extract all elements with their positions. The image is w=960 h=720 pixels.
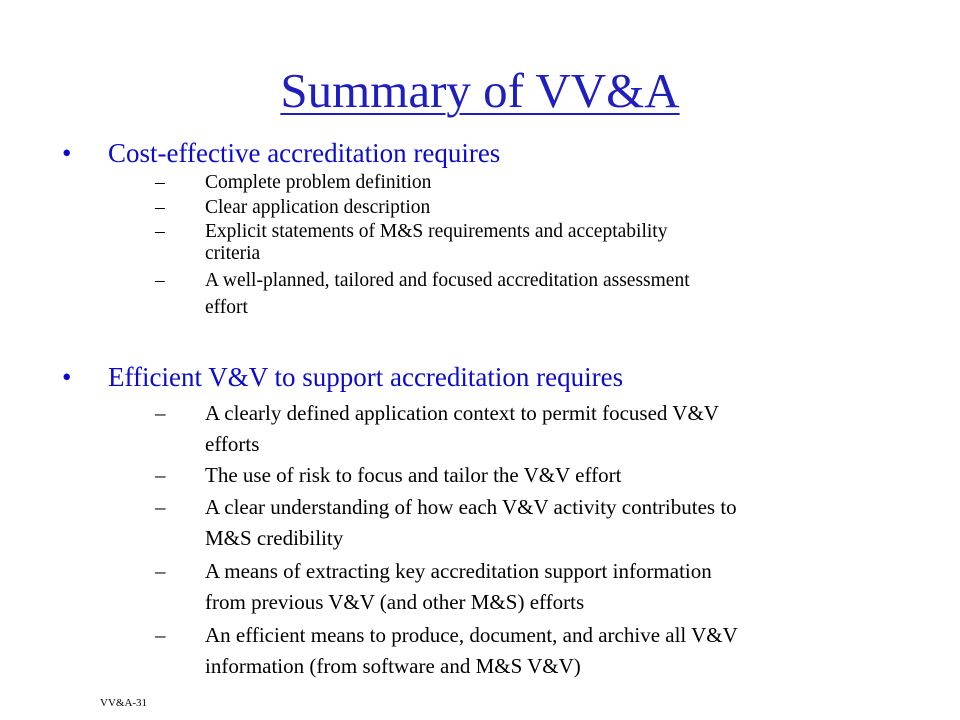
sub-item-text: A means of extracting key accreditation support information [205, 559, 712, 583]
bullet-label: Efficient V&V to support accreditation requires [108, 362, 624, 392]
dash-marker: – [155, 401, 166, 425]
slide-title: Summary of VV&A [280, 63, 680, 118]
dash-marker: – [155, 559, 166, 583]
slide-footer: VV&A-31 [100, 697, 148, 709]
bullet-efficient-vv [62, 362, 623, 392]
sub-item-text-cont: from previous V&V (and other M&S) efforts [205, 590, 585, 614]
dash-marker: – [155, 495, 166, 519]
bullet-label: Cost-effective accreditation requires [108, 138, 501, 168]
bullet-dot: • [62, 138, 72, 168]
sub-item-text-cont: criteria [205, 243, 261, 264]
dash-marker: – [155, 463, 166, 487]
dash-marker: – [155, 623, 166, 647]
sub-item-text-cont: M&S credibility [205, 526, 344, 550]
bullet-cost-effective [62, 138, 500, 168]
sub-item-text: The use of risk to focus and tailor the V&V effort [205, 463, 622, 487]
dash-marker: – [155, 270, 165, 291]
sub-item-text-cont: efforts [205, 432, 260, 456]
sub-item-text: A well-planned, tailored and focused accreditation assessment [205, 270, 690, 291]
sub-item-text: Clear application description [205, 197, 431, 218]
bullet-dot: • [62, 362, 72, 392]
sub-item-text-cont: effort [205, 297, 248, 318]
sub-item-text: Complete problem definition [205, 172, 432, 193]
sub-item-text: An efficient means to produce, document, and archive all V&V [205, 623, 738, 647]
sub-item-text-cont: information (from software and M&S V&V) [205, 654, 581, 678]
dash-marker: – [155, 221, 165, 242]
sub-item-text: A clearly defined application context to permit focused V&V [205, 401, 719, 425]
dash-marker: – [155, 172, 165, 193]
sub-item-text: Explicit statements of M&S requirements and acceptability [205, 221, 668, 242]
sub-item-text: A clear understanding of how each V&V activity contributes to [205, 495, 737, 519]
dash-marker: – [155, 197, 165, 218]
